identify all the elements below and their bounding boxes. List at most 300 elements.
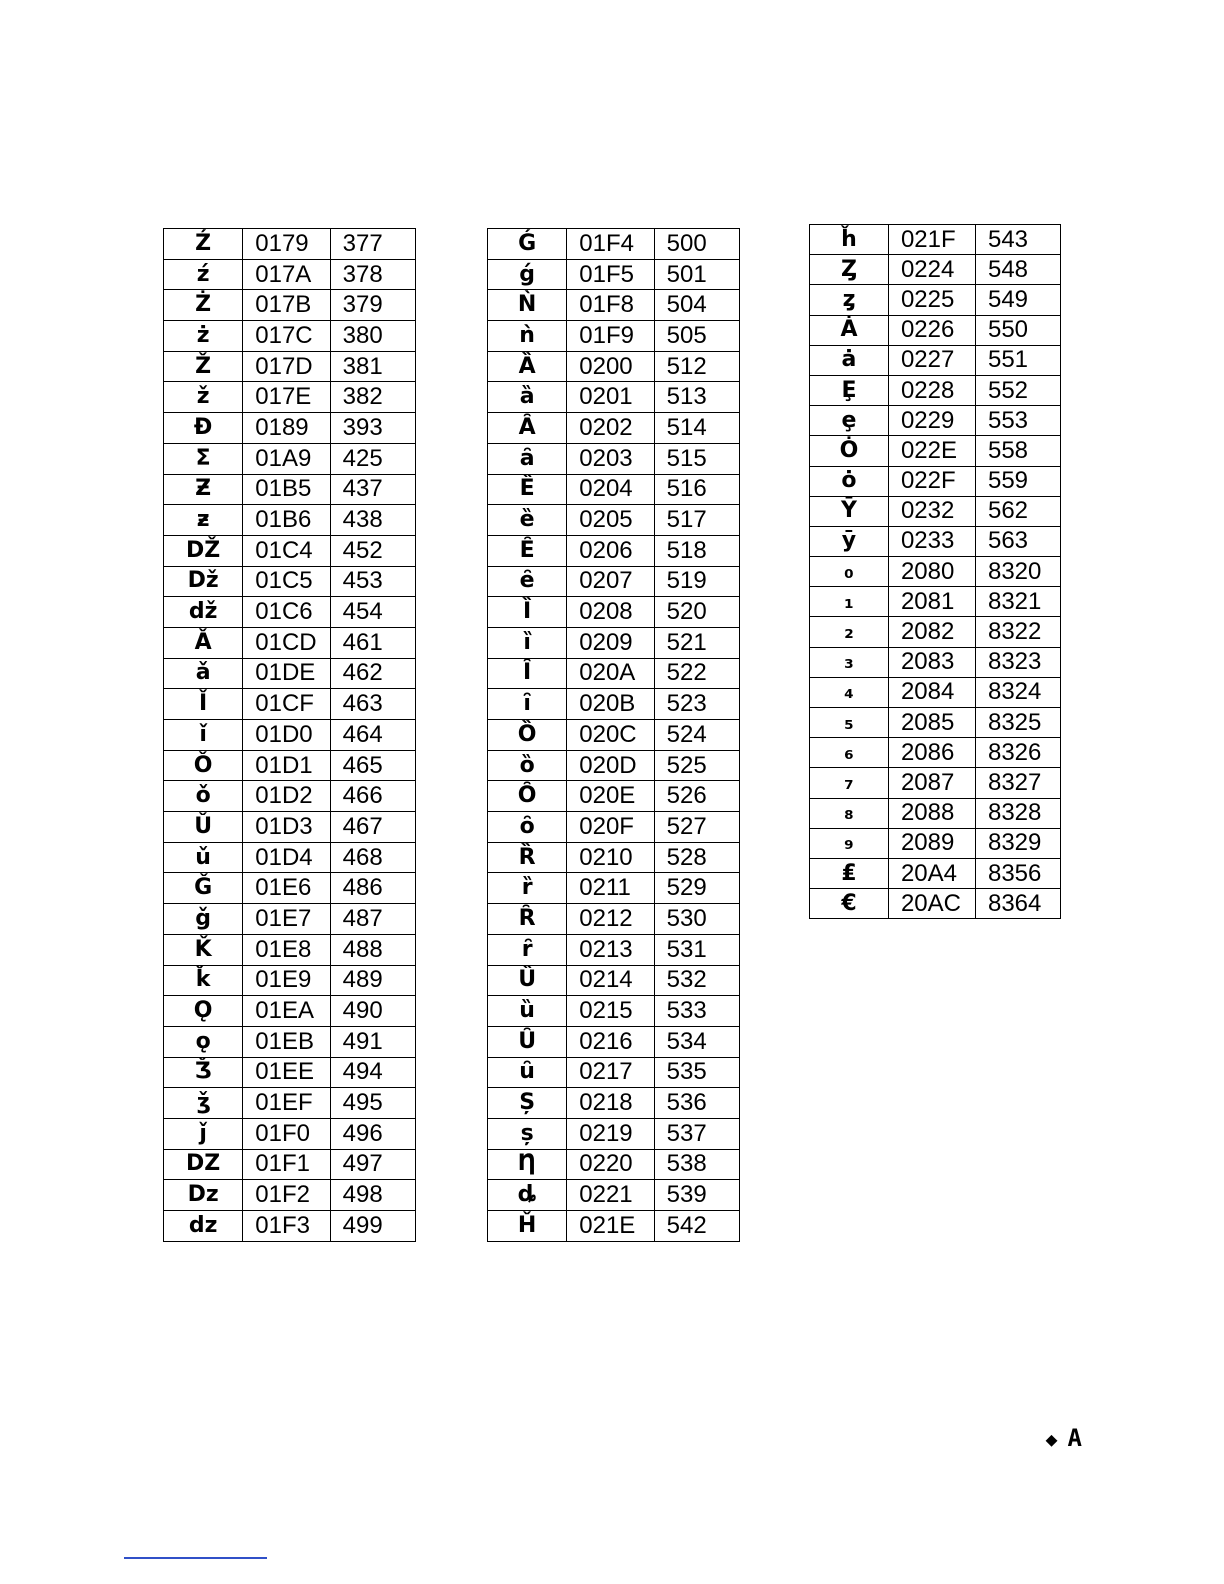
hex-code-cell: 2082 [888,617,975,647]
character-cell: ȧ [810,345,889,375]
character-cell: ₇ [810,768,889,798]
character-cell: ₆ [810,738,889,768]
hex-code-cell: 2086 [888,738,975,768]
character-cell: ȋ [488,689,567,720]
decimal-code-cell: 468 [330,842,415,873]
hex-code-cell: 0229 [888,406,975,436]
hex-code-cell: 01E6 [243,873,330,904]
decimal-code-cell: 489 [330,965,415,996]
hex-code-cell: 0228 [888,375,975,405]
decimal-code-cell: 551 [975,345,1060,375]
table-row [164,658,416,689]
hex-code-cell: 0207 [567,566,654,597]
table-row [164,1088,416,1119]
hex-code-cell: 0210 [567,842,654,873]
table-row [488,382,740,413]
character-cell: ȑ [488,873,567,904]
decimal-code-cell: 494 [330,1057,415,1088]
table-row [164,934,416,965]
table-row [164,505,416,536]
character-cell: ȡ [488,1180,567,1211]
decimal-code-cell: 521 [654,627,739,658]
character-cell: ȥ [810,285,889,315]
table-row [488,1180,740,1211]
character-cell: Ȅ [488,474,567,505]
table-row [488,413,740,444]
character-cell: Ȯ [810,436,889,466]
character-cell: Ǹ [488,290,567,321]
decimal-code-cell: 537 [654,1118,739,1149]
table-row [488,535,740,566]
decimal-code-cell: 465 [330,750,415,781]
table-row [810,858,1061,888]
character-cell: Ǒ [164,750,243,781]
decimal-code-cell: 8328 [975,798,1060,828]
decimal-code-cell: 497 [330,1149,415,1180]
decimal-code-cell: 8325 [975,708,1060,738]
character-cell: ǐ [164,720,243,751]
decimal-code-cell: 519 [654,566,739,597]
hex-code-cell: 0224 [888,255,975,285]
table-row [810,647,1061,677]
decimal-code-cell: 530 [654,904,739,935]
character-cell: ₀ [810,557,889,587]
character-cell: ź [164,259,243,290]
character-cell: Ȥ [810,255,889,285]
decimal-code-cell: 8364 [975,889,1060,919]
char-code-table-2 [487,228,740,1242]
character-cell: ǧ [164,904,243,935]
table-row [164,812,416,843]
character-cell: Ȍ [488,720,567,751]
decimal-code-cell: 523 [654,689,739,720]
character-cell: Ȳ [810,496,889,526]
table-row [164,443,416,474]
hex-code-cell: 020F [567,812,654,843]
decimal-code-cell: 452 [330,535,415,566]
decimal-code-cell: 8356 [975,858,1060,888]
hex-code-cell: 01C6 [243,597,330,628]
hex-code-cell: 20AC [888,889,975,919]
decimal-code-cell: 563 [975,526,1060,556]
hex-code-cell: 0227 [888,345,975,375]
table-row [488,658,740,689]
table-row [810,677,1061,707]
table-row [810,225,1061,255]
table-row [488,1088,740,1119]
table-row [488,1211,740,1242]
decimal-code-cell: 8321 [975,587,1060,617]
character-cell: Đ [164,413,243,444]
hex-code-cell: 017E [243,382,330,413]
decimal-code-cell: 536 [654,1088,739,1119]
table-row [810,285,1061,315]
hex-code-cell: 0205 [567,505,654,536]
table-row [810,798,1061,828]
character-cell: ȇ [488,566,567,597]
decimal-code-cell: 531 [654,934,739,965]
hex-code-cell: 01EE [243,1057,330,1088]
character-cell: ǩ [164,965,243,996]
hex-code-cell: 01F9 [567,321,654,352]
character-cell: Ƶ [164,474,243,505]
hex-code-cell: 2088 [888,798,975,828]
hex-code-cell: 0218 [567,1088,654,1119]
table-row [164,413,416,444]
decimal-code-cell: 488 [330,934,415,965]
hex-code-cell: 2080 [888,557,975,587]
character-cell: € [810,889,889,919]
table-row [164,597,416,628]
hex-code-cell: 01CF [243,689,330,720]
table-row [810,315,1061,345]
hex-code-cell: 0202 [567,413,654,444]
hex-code-cell: 01F1 [243,1149,330,1180]
character-cell: Ǐ [164,689,243,720]
decimal-code-cell: 518 [654,535,739,566]
character-cell: Ȁ [488,351,567,382]
table-row [164,904,416,935]
character-cell: Ż [164,290,243,321]
character-cell: Ƞ [488,1149,567,1180]
character-cell: Ȇ [488,535,567,566]
character-cell: ǒ [164,781,243,812]
decimal-code-cell: 382 [330,382,415,413]
decimal-code-cell: 8326 [975,738,1060,768]
hex-code-cell: 01C4 [243,535,330,566]
decimal-code-cell: 552 [975,375,1060,405]
decimal-code-cell: 500 [654,229,739,260]
table-row [164,965,416,996]
decimal-code-cell: 8327 [975,768,1060,798]
hex-code-cell: 0215 [567,996,654,1027]
hex-code-cell: 020D [567,750,654,781]
table-row [164,1057,416,1088]
table-row [810,436,1061,466]
table-row [164,1211,416,1242]
hex-code-cell: 01D1 [243,750,330,781]
footnote-rule [124,1557,267,1559]
table-row [488,351,740,382]
decimal-code-cell: 499 [330,1211,415,1242]
character-cell: ș [488,1118,567,1149]
table-row [164,1118,416,1149]
hex-code-cell: 0203 [567,443,654,474]
hex-code-cell: 021F [888,225,975,255]
decimal-code-cell: 377 [330,229,415,260]
character-cell: Ȧ [810,315,889,345]
character-cell: ǫ [164,1026,243,1057]
table-row [488,904,740,935]
hex-code-cell: 0200 [567,351,654,382]
table-row [164,1149,416,1180]
hex-code-cell: 0217 [567,1057,654,1088]
hex-code-cell: 0220 [567,1149,654,1180]
table-row [810,708,1061,738]
decimal-code-cell: 425 [330,443,415,474]
table-row [164,382,416,413]
hex-code-cell: 01C5 [243,566,330,597]
hex-code-cell: 022F [888,466,975,496]
character-cell: Ǧ [164,873,243,904]
table-row [164,351,416,382]
decimal-code-cell: 487 [330,904,415,935]
decimal-code-cell: 528 [654,842,739,873]
hex-code-cell: 01EB [243,1026,330,1057]
character-cell: ȍ [488,750,567,781]
hex-code-cell: 020B [567,689,654,720]
character-cell: ȅ [488,505,567,536]
hex-code-cell: 01D2 [243,781,330,812]
decimal-code-cell: 490 [330,996,415,1027]
character-cell: ǵ [488,259,567,290]
table-row [488,812,740,843]
table-row [488,750,740,781]
table-row [488,229,740,260]
character-cell: ₅ [810,708,889,738]
character-cell: ȏ [488,812,567,843]
character-cell: Ȕ [488,965,567,996]
decimal-code-cell: 543 [975,225,1060,255]
hex-code-cell: 017C [243,321,330,352]
table-row [810,889,1061,919]
table-row [164,781,416,812]
character-cell: Ȉ [488,597,567,628]
decimal-code-cell: 495 [330,1088,415,1119]
table-row [164,689,416,720]
table-row [810,375,1061,405]
decimal-code-cell: 496 [330,1118,415,1149]
table-row [810,526,1061,556]
table-row [810,496,1061,526]
table-row [164,290,416,321]
character-cell: ǔ [164,842,243,873]
decimal-code-cell: 548 [975,255,1060,285]
character-cell: Ǩ [164,934,243,965]
table-row [810,557,1061,587]
decimal-code-cell: 525 [654,750,739,781]
character-cell: Ȩ [810,375,889,405]
decimal-code-cell: 461 [330,627,415,658]
decimal-code-cell: 8324 [975,677,1060,707]
character-cell: Σ [164,443,243,474]
decimal-code-cell: 8323 [975,647,1060,677]
table-row [810,828,1061,858]
decimal-code-cell: 381 [330,351,415,382]
character-cell: Ȓ [488,904,567,935]
hex-code-cell: 0189 [243,413,330,444]
character-cell: Ǫ [164,996,243,1027]
character-cell: ₉ [810,828,889,858]
character-cell: ₁ [810,587,889,617]
character-cell: Ǯ [164,1057,243,1088]
decimal-code-cell: 522 [654,658,739,689]
hex-code-cell: 021E [567,1211,654,1242]
hex-code-cell: 01F8 [567,290,654,321]
character-cell: DZ [164,1149,243,1180]
decimal-code-cell: 542 [654,1211,739,1242]
character-cell: Ȏ [488,781,567,812]
character-cell: ȗ [488,1057,567,1088]
decimal-code-cell: 526 [654,781,739,812]
table-row [488,321,740,352]
hex-code-cell: 2087 [888,768,975,798]
character-cell: ȯ [810,466,889,496]
decimal-code-cell: 529 [654,873,739,904]
hex-code-cell: 20A4 [888,858,975,888]
hex-code-cell: 01E9 [243,965,330,996]
hex-code-cell: 0226 [888,315,975,345]
hex-code-cell: 0225 [888,285,975,315]
character-cell: ȳ [810,526,889,556]
hex-code-cell: 0208 [567,597,654,628]
table-row [488,781,740,812]
hex-code-cell: 022E [888,436,975,466]
hex-code-cell: 0179 [243,229,330,260]
table-row [164,259,416,290]
table-row [488,720,740,751]
hex-code-cell: 01E8 [243,934,330,965]
table-row [488,627,740,658]
decimal-code-cell: 438 [330,505,415,536]
table-row [810,768,1061,798]
character-cell: Ȗ [488,1026,567,1057]
decimal-code-cell: 467 [330,812,415,843]
hex-code-cell: 2084 [888,677,975,707]
character-cell: ȁ [488,382,567,413]
hex-code-cell: 0211 [567,873,654,904]
decimal-code-cell: 553 [975,406,1060,436]
decimal-code-cell: 437 [330,474,415,505]
character-cell: ₈ [810,798,889,828]
table-row [164,996,416,1027]
decimal-code-cell: 550 [975,315,1060,345]
hex-code-cell: 01E7 [243,904,330,935]
character-cell: Ș [488,1088,567,1119]
hex-code-cell: 0216 [567,1026,654,1057]
hex-code-cell: 01EF [243,1088,330,1119]
decimal-code-cell: 527 [654,812,739,843]
table-row [488,259,740,290]
table-row [164,566,416,597]
table-row [488,474,740,505]
table-row [488,597,740,628]
hex-code-cell: 2081 [888,587,975,617]
table-row [488,443,740,474]
hex-code-cell: 01F2 [243,1180,330,1211]
table-row [164,474,416,505]
decimal-code-cell: 539 [654,1180,739,1211]
table-row [488,842,740,873]
table-row [810,406,1061,436]
character-cell: Ǎ [164,627,243,658]
character-cell: Ȟ [488,1211,567,1242]
table-row [164,1026,416,1057]
table-row [488,965,740,996]
hex-code-cell: 0209 [567,627,654,658]
decimal-code-cell: 515 [654,443,739,474]
table-row [488,290,740,321]
hex-code-cell: 2083 [888,647,975,677]
hex-code-cell: 01EA [243,996,330,1027]
decimal-code-cell: 562 [975,496,1060,526]
hex-code-cell: 0214 [567,965,654,996]
character-cell: ₂ [810,617,889,647]
hex-code-cell: 01B5 [243,474,330,505]
decimal-code-cell: 559 [975,466,1060,496]
decimal-code-cell: 8320 [975,557,1060,587]
hex-code-cell: 01D3 [243,812,330,843]
decimal-code-cell: 491 [330,1026,415,1057]
hex-code-cell: 01F0 [243,1118,330,1149]
hex-code-cell: 017D [243,351,330,382]
page-marker [1046,1424,1083,1452]
hex-code-cell: 2089 [888,828,975,858]
character-cell: dž [164,597,243,628]
table-row [164,750,416,781]
decimal-code-cell: 513 [654,382,739,413]
character-cell: Ȋ [488,658,567,689]
character-cell: ȃ [488,443,567,474]
hex-code-cell: 01DE [243,658,330,689]
table-row [810,255,1061,285]
decimal-code-cell: 533 [654,996,739,1027]
decimal-code-cell: 380 [330,321,415,352]
table-row [164,229,416,260]
hex-code-cell: 2085 [888,708,975,738]
decimal-code-cell: 453 [330,566,415,597]
hex-code-cell: 01B6 [243,505,330,536]
hex-code-cell: 01D4 [243,842,330,873]
table-row [164,842,416,873]
hex-code-cell: 0221 [567,1180,654,1211]
decimal-code-cell: 549 [975,285,1060,315]
character-cell: ȕ [488,996,567,1027]
table-row [164,873,416,904]
character-cell: ₄ [810,677,889,707]
table-row [488,1026,740,1057]
character-cell: Ž [164,351,243,382]
hex-code-cell: 0232 [888,496,975,526]
decimal-code-cell: 516 [654,474,739,505]
character-cell: ž [164,382,243,413]
character-cell: Ǔ [164,812,243,843]
decimal-code-cell: 517 [654,505,739,536]
decimal-code-cell: 379 [330,290,415,321]
character-cell: Ȃ [488,413,567,444]
character-cell: ż [164,321,243,352]
table-row [164,535,416,566]
hex-code-cell: 01F4 [567,229,654,260]
decimal-code-cell: 535 [654,1057,739,1088]
decimal-code-cell: 520 [654,597,739,628]
table-row [488,1149,740,1180]
table-row [810,617,1061,647]
table-row [488,566,740,597]
character-cell: ǰ [164,1118,243,1149]
hex-code-cell: 0212 [567,904,654,935]
char-code-table-1 [163,228,416,1242]
decimal-code-cell: 486 [330,873,415,904]
table-row [488,996,740,1027]
hex-code-cell: 017B [243,290,330,321]
hex-code-cell: 0206 [567,535,654,566]
decimal-code-cell: 463 [330,689,415,720]
character-cell: Ǵ [488,229,567,260]
diamond-icon: ◆ [1045,1427,1058,1451]
character-cell: ȓ [488,934,567,965]
character-cell: ƶ [164,505,243,536]
